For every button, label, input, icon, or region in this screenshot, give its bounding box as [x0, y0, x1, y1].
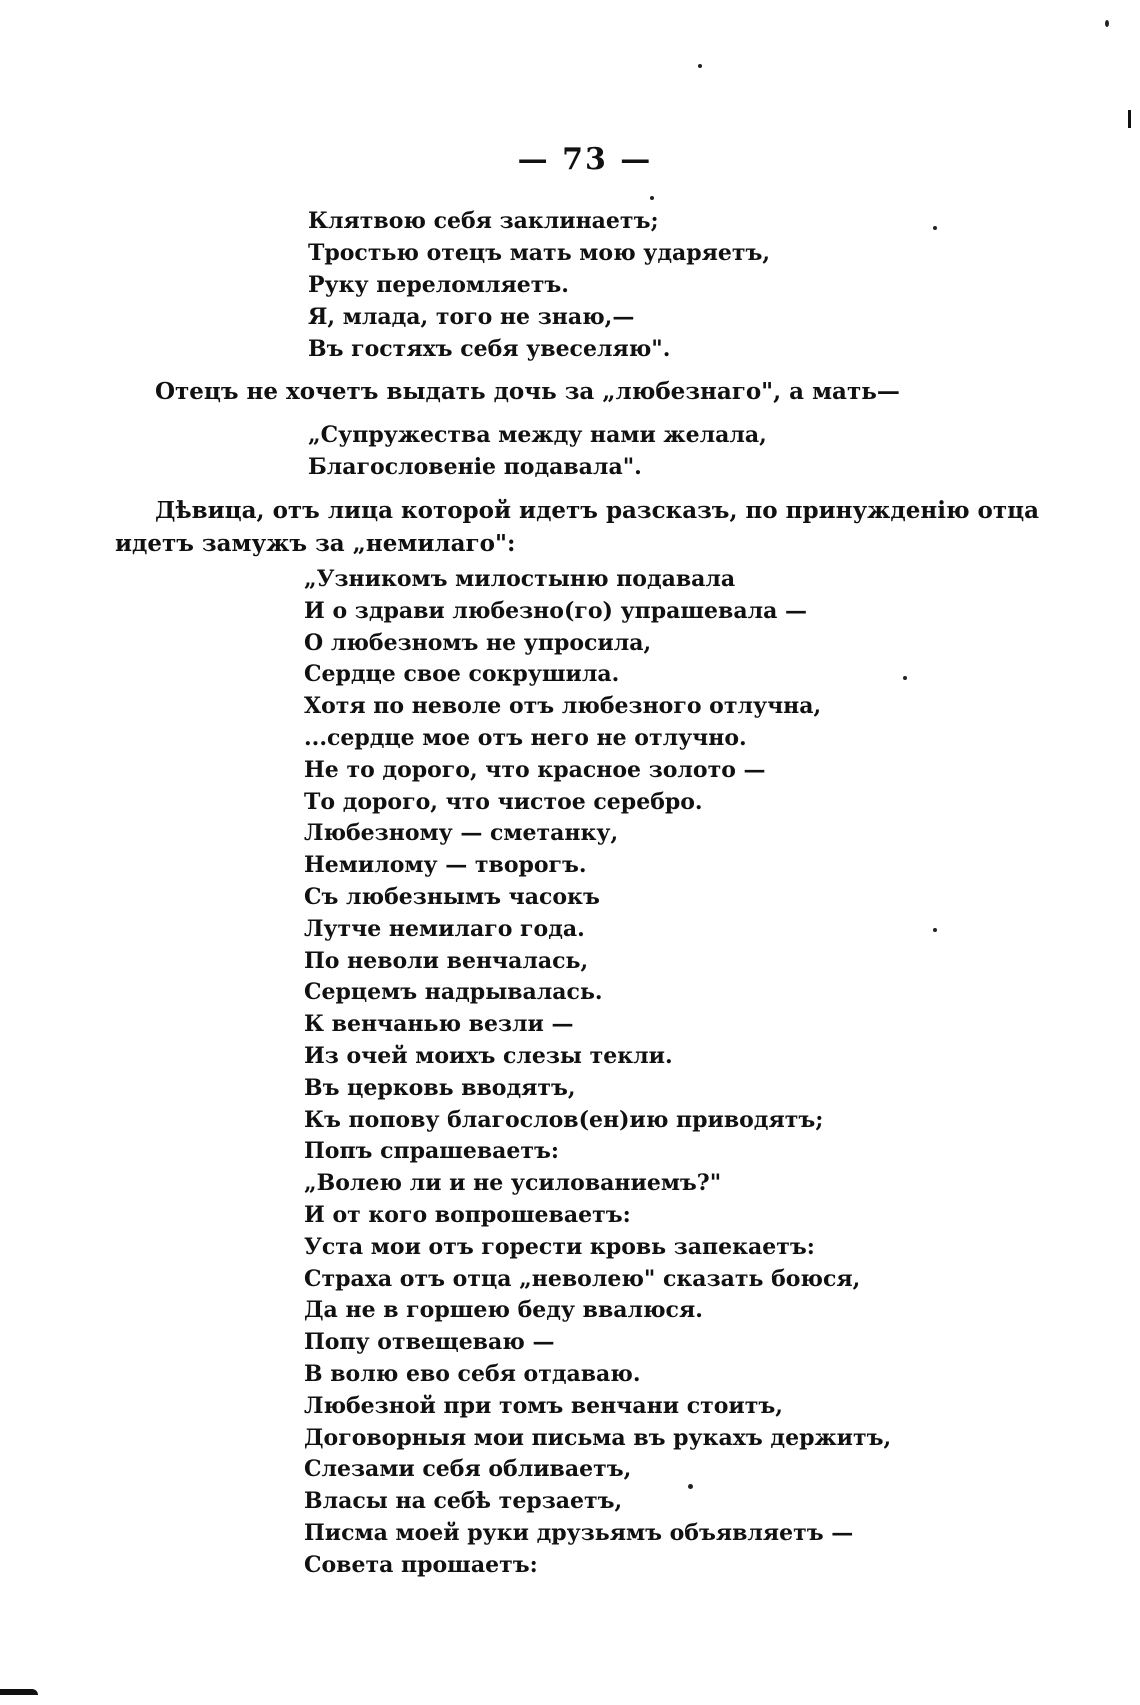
- scan-speck: [933, 928, 937, 932]
- scan-edge-mark: [1128, 110, 1131, 128]
- verse-line: Въ гостяхъ себя увеселяю".: [308, 336, 671, 362]
- verse-line: Из очей моихъ слезы текли.: [304, 1042, 673, 1069]
- prose-line: идетъ замужъ за „немилаго":: [115, 530, 516, 557]
- prose-line: Дѣвица, отъ лица которой идетъ разсказъ, по принужденію отца: [155, 497, 1040, 524]
- verse-line: Тростью отецъ мать мою ударяетъ,: [308, 240, 771, 266]
- verse-line: Страха отъ отца „неволею" сказать боюся,: [304, 1265, 861, 1292]
- verse-line: Совета прошаетъ:: [304, 1551, 538, 1578]
- prose-paragraph-2: [115, 494, 1040, 560]
- verse-line: ...сердце мое отъ него не отлучно.: [304, 724, 747, 751]
- verse-line: В волю ево себя отдаваю.: [304, 1360, 641, 1387]
- verse-line: К венчанью везли —: [304, 1011, 574, 1038]
- verse-line: Любезному — сметанку,: [304, 820, 619, 847]
- verse-line: Благословеніе подавала".: [308, 454, 642, 480]
- verse-block-3: [304, 564, 891, 1582]
- verse-line: Сердце свое сокрушила.: [304, 661, 620, 688]
- verse-line: Не то дорого, что красное золото —: [304, 756, 766, 783]
- verse-line: Съ любезнымъ часокъ: [304, 883, 600, 910]
- scan-speck: [698, 64, 702, 68]
- verse-line: И от кого вопрошеваетъ:: [304, 1201, 631, 1228]
- verse-line: Слезами себя обливаетъ,: [304, 1456, 632, 1483]
- scan-speck: [688, 1484, 693, 1489]
- verse-line: Писма моей руки друзьямъ объявляетъ —: [304, 1519, 854, 1546]
- page-number: — 73 —: [517, 142, 653, 177]
- verse-line: Попу отвещеваю —: [304, 1329, 555, 1356]
- verse-line: Серцемъ надрывалась.: [304, 979, 603, 1006]
- verse-line: Немилому — творогъ.: [304, 852, 587, 879]
- verse-line: По неволи венчалась,: [304, 947, 589, 974]
- verse-line: Клятвою себя заклинаетъ;: [308, 208, 659, 234]
- verse-line: То дорого, что чистое серебро.: [304, 788, 703, 815]
- verse-line: Уста мои отъ горести кровь запекаетъ:: [304, 1233, 815, 1260]
- verse-block-1: [308, 205, 770, 365]
- verse-line: „Волею ли и не усилованиемъ?": [304, 1170, 722, 1197]
- verse-line: „Супружества между нами желала,: [308, 422, 767, 448]
- verse-line: Руку переломляетъ.: [308, 272, 569, 298]
- verse-line: И о здрави любезно(го) упрашевала —: [304, 597, 808, 624]
- verse-block-2: [308, 419, 767, 483]
- verse-line: Хотя по неволе отъ любезного отлучна,: [304, 693, 822, 720]
- verse-line: Лутче немилаго года.: [304, 915, 585, 942]
- scan-speck: [933, 226, 937, 230]
- verse-line: Договорныя мои письма въ рукахъ держитъ,: [304, 1424, 892, 1451]
- verse-line: Да не в горшею беду ввалюся.: [304, 1297, 703, 1324]
- verse-line: Въ церковь вводятъ,: [304, 1074, 576, 1101]
- prose-paragraph-1: Отецъ не хочетъ выдать дочь за „любезнаго", а мать—: [155, 378, 900, 405]
- verse-line: Я, млада, того не знаю,—: [308, 304, 635, 330]
- scan-edge-mark: [0, 1689, 38, 1695]
- verse-line: Попъ спрашеваетъ:: [304, 1138, 560, 1165]
- verse-line: Къ попову благослов(ен)ию приводятъ;: [304, 1106, 824, 1133]
- scan-speck: [650, 196, 654, 200]
- verse-line: Любезной при томъ венчани стоитъ,: [304, 1392, 783, 1419]
- scan-speck: [1105, 20, 1109, 27]
- verse-line: „Узникомъ милостыню подавала: [304, 566, 736, 592]
- verse-line: О любезномъ не упросила,: [304, 629, 652, 656]
- scan-speck: [903, 676, 907, 680]
- verse-line: Власы на себѣ терзаетъ,: [304, 1488, 623, 1515]
